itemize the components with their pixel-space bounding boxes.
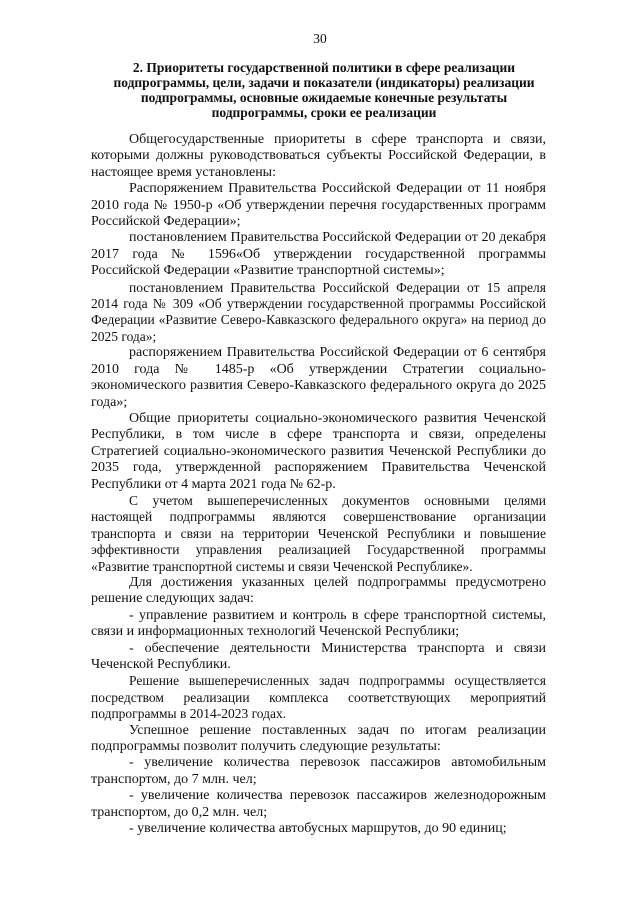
paragraph-resolution-309: постановлением Правительства Российской Федерации от 15 апреля 2014 года № 309 «Об утверждении государственной программы Российской Федерации «Развитие Северо-Кавказского федерального округа» на период до 2025 года»;: [91, 279, 546, 344]
paragraph-chechen-strategy: Общие приоритеты социально-экономического развития Чеченской Республики, в том числе в сфере транспорта и связи, определены Стратегией социально-экономического развития Чеченской Республики до 2035 года, утвержденной распоряжением Правительства Чеченской Республики от 4 марта 2021 года № 62-р.: [91, 410, 546, 492]
paragraph-implementation: Решение вышеперечисленных задач подпрограммы осуществляется посредством реализации комплекса соответствующих мероприятий подпрограммы в 2014-2023 годах.: [91, 673, 546, 722]
page-number: 30: [313, 31, 327, 46]
list-item-result-1: - увеличение количества перевозок пассажиров автомобильным транспортом, до 7 млн. чел;: [91, 755, 546, 787]
document-body: [91, 132, 546, 837]
list-item-task-2: - обеспечение деятельности Министерства транспорта и связи Чеченской Республики.: [91, 640, 546, 672]
list-item-result-3: - увеличение количества автобусных маршрутов, до 90 единиц;: [129, 821, 507, 837]
section-heading: 2. Приоритеты государственной политики в сфере реализации подпрограммы, цели, задачи и показатели (индикаторы) реализации подпрограммы, основные ожидаемые конечные результаты подпрограммы, сроки ее реализации: [113, 60, 535, 120]
paragraph-order-1485r: распоряжением Правительства Российской Федерации от 6 сентября 2010 года № 1485-р «Об утверждении Стратегии социально-экономического развития Северо-Кавказского федерального округа до 2025 года»;: [91, 345, 546, 410]
paragraph-order-1950r: Распоряжением Правительства Российской Федерации от 11 ноября 2010 года № 1950-р «Об утверждении перечня государственных программ Российской Федерации»;: [91, 181, 546, 230]
paragraph-resolution-1596: постановлением Правительства Российской Федерации от 20 декабря 2017 года № 1596«Об утверждении государственной программы Российской Федерации «Развитие транспортной системы»;: [91, 230, 546, 279]
paragraph-goals: С учетом вышеперечисленных документов основными целями настоящей подпрограммы являются совершенствование организации транспорта и связи на территории Чеченской Республики и повышение эффективности управления реализацией Государственной программы «Развитие транспортной системы и связи Чеченской Республике».: [91, 492, 546, 574]
paragraph-tasks-intro: Для достижения указанных целей подпрограммы предусмотрено решение следующих задач:: [91, 574, 546, 607]
paragraph-priorities-intro: Общегосударственные приоритеты в сфере транспорта и связи, которыми должны руководствоваться субъекты Российской Федерации, в настоящее время установлены:: [91, 132, 546, 180]
list-item-task-1: - управление развитием и контроль в сфере транспортной системы, связи и информационных технологий Чеченской Республики;: [91, 607, 546, 640]
list-item-result-2: - увеличение количества перевозок пассажиров железнодорожным транспортом, до 0,2 млн. чел;: [91, 788, 546, 820]
paragraph-results-intro: Успешное решение поставленных задач по итогам реализации подпрограммы позволит получить следующие результаты:: [91, 722, 546, 755]
